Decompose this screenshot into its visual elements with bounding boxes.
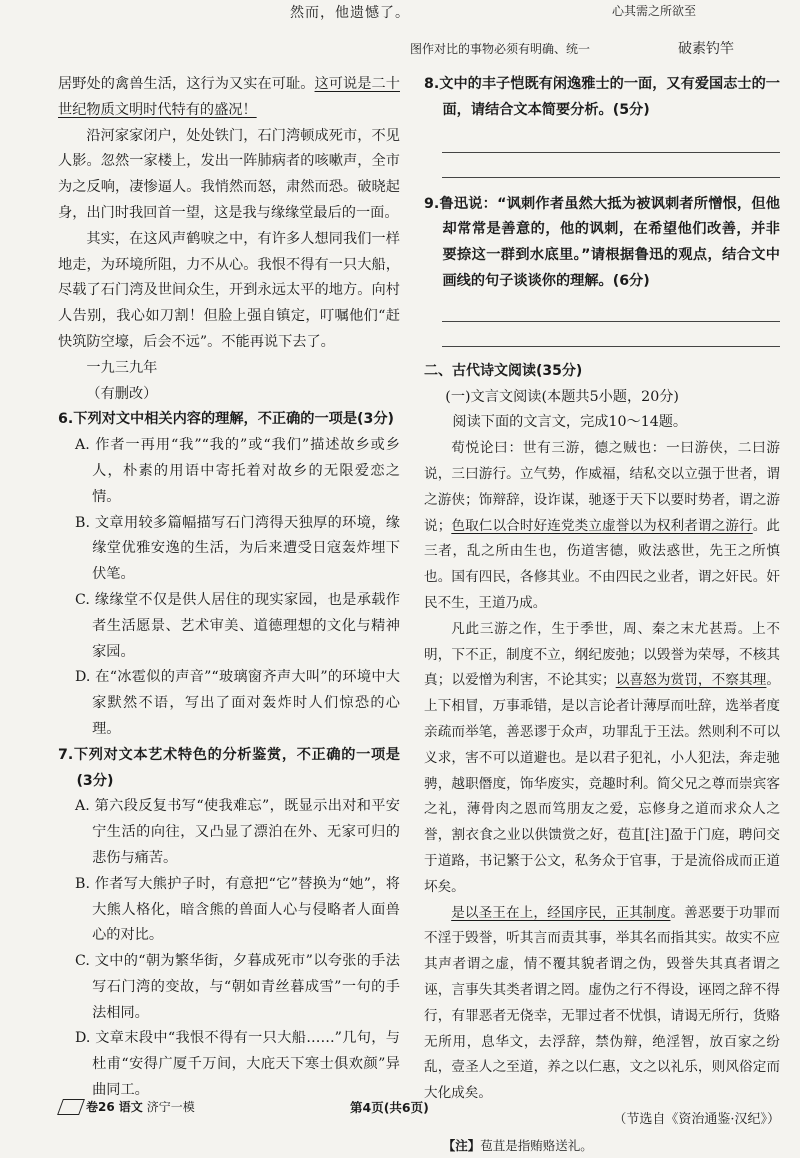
question-6-option-b[interactable]: B. 文章用较多篇幅描写石门湾得天独厚的环境，缘缘堂优雅安逸的生活，为后来遭受日寇轰炸埋下伏笔。 (75, 514, 400, 583)
answer-line[interactable] (442, 297, 780, 322)
top-text-3: 图作对比的事物必须有明确、统一 (410, 42, 591, 56)
publisher-logo (60, 1098, 195, 1115)
question-8 (424, 72, 780, 178)
answer-line[interactable] (442, 322, 780, 347)
question-7-option-d[interactable]: D. 文章末段中“我恨不得有一只大船……”几句，与杜甫“安得广厦千万间，大庇天下寒士俱欢颜”异曲同工。 (75, 1030, 400, 1099)
question-7-option-a[interactable]: A. 第六段反复书写“使我难忘”，既显示出对和平安宁生活的向往，又凸显了漂泊在外、无家可归的悲伤与痛苦。 (75, 798, 400, 866)
classical-text-run: 荀悦论曰：世有三游，德之贼也：一曰游侠，二曰游说，三曰游行。立气势，作威福，结私交以立强于世者，谓之游侠；饰辩辞，设诈谋，驰逐于天下以要时势者，谓之游说； (424, 440, 780, 534)
question-7-option-b[interactable]: B. 作者写大熊护子时，有意把“它”替换为“她”，将大熊人格化，暗含熊的兽面人心与侵略者人面兽心的对比。 (75, 875, 400, 944)
question-text: 文中的丰子恺既有闲逸雅士的一面，又有爱国志士的一面，请结合文本简要分析。(5分) (439, 76, 780, 118)
classical-paragraph-1 (424, 436, 780, 617)
question-6 (58, 407, 400, 742)
question-number: 6. (58, 411, 74, 428)
classical-paragraph-2 (424, 617, 780, 901)
essay-paragraph-3: 其实，在这风声鹤唳之中，有许多人想同我们一样地走，为环境所阻，力不从心。我恨不得有一只大船，尽载了石门湾及世间众生，开到永远太平的地方。向村人告别，我心如刀割！但脸上强自镇定，叮嘱他们“赶快筑防空壕，后会不远”。不能再说下去了。 (58, 230, 400, 350)
top-text-4: 破素钓竿 (678, 41, 734, 57)
paper-plane-icon (57, 1099, 85, 1115)
volume-label: 卷26 (86, 1100, 115, 1114)
question-text: 下列对文本艺术特色的分析鉴赏，不正确的一项是(3分) (73, 746, 400, 789)
classical-text-run: 。上下相冒，万事乖错，是以言论者计薄厚而吐辞，选举者度亲疏而举笔，善恶谬于众声，功罪乱于王法。然则利不可以义求，害不可以道避也。是以君子犯礼，小人犯法，奔走驰骋，越职僭度，饰华废实，竞趣时利。简父兄之尊而崇宾客之礼，薄骨肉之恩而笃朋友之爱，忘修身之道而求众人之誉，割衣食之业以供馈赏之好，苞苴[注]盈于门庭，聘问交于道路，书记繁于公文，私务众于官事，于是流俗成而正道坏矣。 (424, 672, 781, 895)
footnote-label: 【注】 (442, 1137, 481, 1153)
question-text: 鲁迅说：“讽刺作者虽然大抵为被讽刺者所憎恨，但他却常常是善意的，他的讽刺，在希望他们改善，并非要捺这一群到水底里。”请根据鲁迅的观点，结合文中画线的句子谈谈你的理解。(6分) (439, 195, 780, 289)
underlined-sentence: 色取仁以合时好连党类立虚誉以为权利者谓之游行 (451, 517, 753, 534)
question-number: 7. (58, 746, 74, 763)
underlined-sentence: 这可说是二十世纪物质文明时代特有的盛况！ (58, 76, 400, 118)
classical-text-run: 凡此三游之作，生于季世，周、秦之末尤甚焉。上不明，下不正，制度不立，纲纪废弛；以毁誉为荣辱，不核其真；以爱憎为利害，不论其实； (424, 620, 780, 689)
question-7-option-c[interactable]: C. 文中的“朝为繁华街，夕暮成死市”以夸张的手法写石门湾的变故，与“朝如青丝暮成雪”一句的手法相同。 (75, 953, 400, 1021)
underlined-sentence: 是以圣王在上，经国序民，正其制度 (451, 904, 671, 921)
underlined-sentence: 以喜怒为赏罚，不察其理 (615, 672, 767, 689)
top-text-1: 然而，他遗憾了。 (290, 5, 410, 21)
classical-text-run: 。善恶要于功罪而不淫于毁誉，听其言而责其事，举其名而指其实。故实不应其声者谓之虚，情不覆其貌者谓之伪，毁誉失其真者谓之诬，言事失其类者谓之罔。虚伪之行不得设，诬罔之辞不得行，有罪恶者无侥幸，无罪过者不忧惧，请谒无所行，货赂无所用，息华文，去浮辞，禁伪辩，绝淫智，放百家之纷乱，壹圣人之至道，养之以仁惠，文之以礼乐，则风俗定而大化成矣。 (424, 904, 780, 1102)
top-strip (0, 0, 800, 70)
answer-line[interactable] (442, 153, 780, 178)
right-column (424, 72, 780, 1158)
answer-line[interactable] (442, 128, 780, 153)
top-text-2: 心其需之所欲至 (612, 4, 697, 18)
question-6-option-d[interactable]: D. 在“冰雹似的声音”“玻璃窗齐声大叫”的环境中大家默然不语，写出了面对轰炸时人们惊恐的心理。 (75, 669, 400, 737)
classical-text-run: 。此三者，乱之所由生也，伤道害德，败法惑世，先王之所慎也。国有四民，各修其业。不由四民之业者，谓之奸民。奸民不生，王道乃成。 (424, 517, 781, 611)
page-number: 第4页(共6页) (350, 1100, 429, 1115)
subject-label: 语文 (118, 1100, 143, 1114)
essay-note: （有删改） (86, 385, 158, 402)
essay-text: 居野处的禽兽生活，这行为又实在可耻。 (58, 76, 315, 92)
essay-date: 一九三九年 (86, 359, 158, 376)
subsection-title: (一)文言文阅读(本题共5小题，20分) (445, 388, 679, 405)
question-6-option-c[interactable]: C. 缘缘堂不仅是供人居住的现实家园，也是承载作者生活愿景、艺术审美、道德理想的文化与精神家园。 (75, 591, 400, 660)
question-8-stem (424, 72, 780, 124)
left-column (58, 72, 400, 1104)
essay-paragraph-1 (58, 72, 400, 124)
question-6-option-a[interactable]: A. 作者一再用“我”“我的”或“我们”描述故乡或乡人，朴素的用语中寄托着对故乡的无限爱恋之情。 (75, 437, 400, 505)
question-number: 8. (424, 76, 440, 92)
classical-paragraph-3 (424, 901, 780, 1107)
exam-label: 济宁一模 (146, 1100, 195, 1114)
page-footer (0, 1098, 800, 1128)
classical-text (424, 436, 780, 1107)
footnote (424, 1133, 780, 1158)
question-text: 下列对文中相关内容的理解，不正确的一项是(3分) (73, 411, 395, 428)
essay-ending (58, 72, 400, 407)
section-title: 二、古代诗文阅读(35分) (424, 362, 583, 379)
question-7 (58, 743, 400, 1104)
essay-paragraph-2: 沿河家家闭户，处处铁门，石门湾顿成死市，不见人影。忽然一家楼上，发出一阵肺病者的咳嗽声，全市为之反响，凄惨逼人。我悄然而怒，肃然而恐。破晓起身，出门时我回首一望，这是我与缘缘堂最后的一面。 (58, 127, 400, 221)
question-6-stem (58, 407, 400, 433)
question-9-stem (424, 192, 780, 295)
question-7-stem (58, 743, 400, 795)
footnote-text: 苞苴是指贿赂送礼。 (480, 1137, 593, 1153)
instruction: 阅读下面的文言文，完成10～14题。 (452, 414, 688, 431)
question-9 (424, 192, 780, 347)
question-number: 9. (424, 195, 440, 212)
source-citation: （节选自《资治通鉴·汉纪》） (613, 1111, 780, 1127)
